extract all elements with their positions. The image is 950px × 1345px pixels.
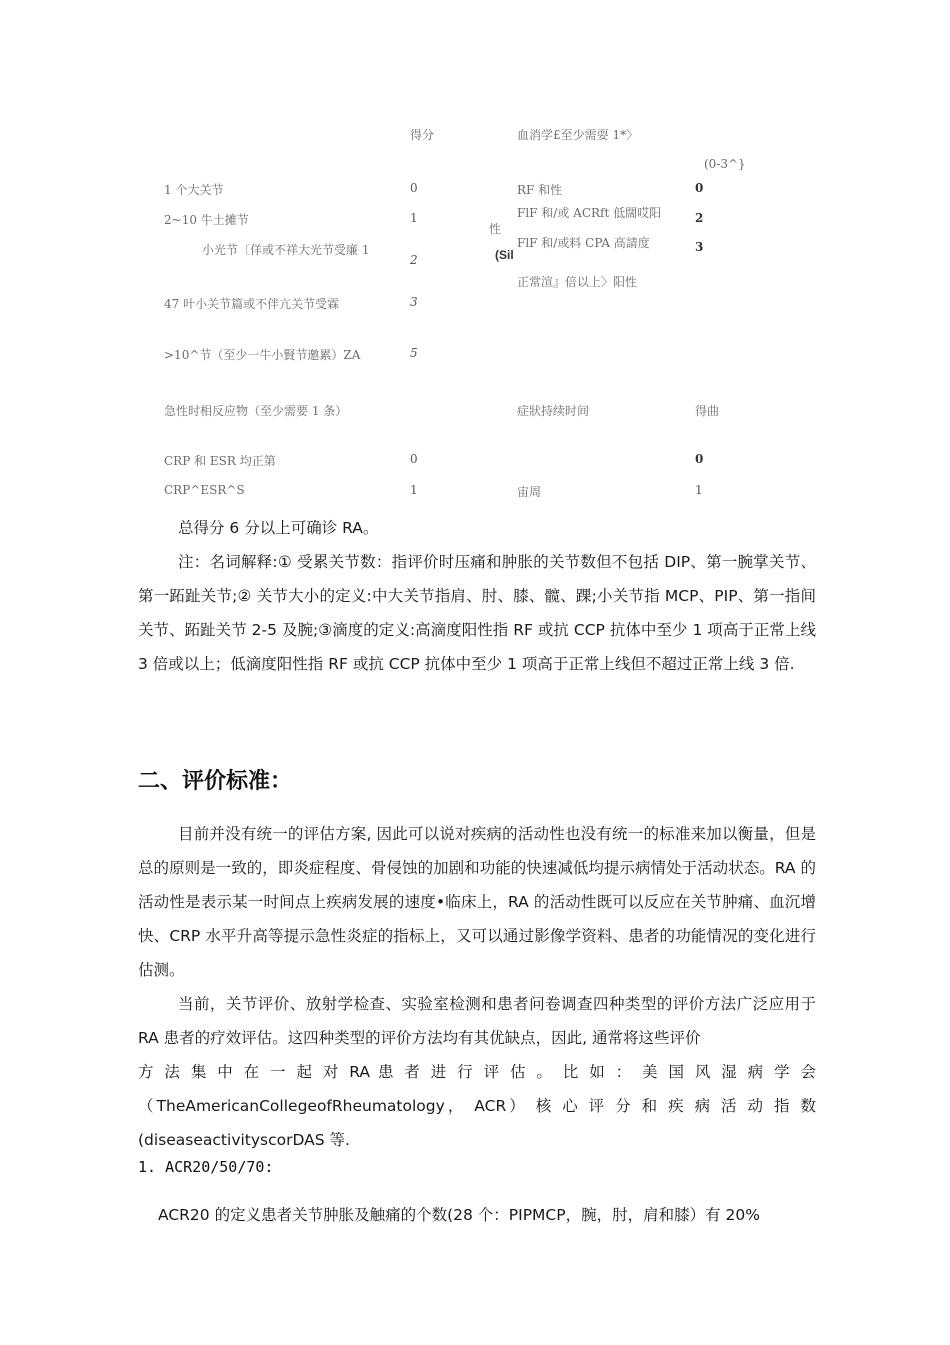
serology-row-label: FlF 和/或 ACRft 低闊哎阳 — [517, 206, 662, 220]
paragraph-activity: 目前并没有统一的评估方案, 因此可以说对疾病的活动性也没有统一的标准来加以衡量，但是总的原则是一致的，即炎症程度、骨侵蚀的加剧和功能的快速减低均提示病情处于活动状态。RA 的活动性是表示某一时间点上疾病发展的速度•临床上，RA 的活动性既可以反应在关节肿痛、血沉增快、CRP 水平升高等提示急性炎症的指标上，又可以通过影像学资料、患者的功能情况的变化进行估测。 — [138, 825, 816, 979]
acute-row-label: CRP 和 ESR 均正第 — [164, 454, 276, 468]
evaluation-block — [138, 817, 816, 1157]
joint-row-score: 3 — [410, 295, 418, 309]
serology-row-label: FlF 和/或料 CPA 高請度 — [517, 236, 650, 250]
serology-row-label: 正常渲』倍以上〉阳性 — [517, 275, 638, 289]
side-char: 性 — [489, 222, 502, 236]
acute-row-label: CRP^ESR^S — [164, 483, 245, 497]
table-header-score: 得分 — [410, 128, 435, 142]
serology-row-score: 2 — [695, 211, 704, 225]
duration-row-label: 宙周 — [517, 485, 542, 499]
joint-row-label: 小光节〔佯或不祥大光节受廉 1 — [202, 243, 370, 257]
note-paragraph: 注：名词解释:① 受累关节数：指评价时压痛和肿胀的关节数但不包括 DIP、第一腕掌关节、第一跖趾关节;② 关节大小的定义:中大关节指肩、肘、膝、髋、踝;小关节指 MCP、PIP、第一指间关节、跖趾关节 2-5 及腕;③滴度的定义:高滴度阳性指 RF 或抗 CCP 抗体中至少 1 项高于正常上线 3 倍或以上；低滴度阳性指 RF 或抗 CCP 抗体中至少 1 项高于正常上线但不超过正常上线 3 倍. — [138, 553, 816, 673]
joint-row-label: 2~10 牛土摊节 — [164, 213, 249, 227]
serology-row-score: 3 — [695, 240, 704, 254]
notes-block — [138, 511, 816, 681]
duration-header: 症狀持续时间 — [517, 404, 590, 418]
serology-row-score: 0 — [695, 181, 704, 195]
joint-row-score: 2 — [410, 253, 418, 267]
duration-row-score: 0 — [695, 452, 704, 466]
side-sil: (Sil — [495, 248, 514, 262]
acute-row-score: 0 — [410, 452, 418, 466]
acute-row-score: 1 — [410, 483, 418, 497]
acute-header: 急性时相反应物（至少需要 1 条） — [164, 404, 348, 418]
joint-row-label: >10^节（至少一牛小賢节邀累）ZA — [164, 348, 361, 362]
joint-row-label: 47 叶小关节篇或不伴亢关节受霖 — [164, 297, 340, 311]
joint-row-label: 1 个大关节 — [164, 183, 224, 197]
joint-row-score: 5 — [410, 346, 418, 360]
paragraph-methods-line: （TheAmericanCollegeofRheumatology， ACR） 核 心 评 分 和 疾 病 活 动 指 数 — [138, 1097, 816, 1115]
subheading-acr: 1. ACR20/50/70: — [138, 1158, 274, 1176]
section-title: 二、评价标准： — [138, 769, 293, 794]
paragraph-methods-line: 方 法 集 中 在 一 起 对 RA 患 者 进 行 评 估 。 比 如 ： 美 国 风 湿 病 学 会 — [138, 1063, 817, 1081]
paragraph-methods-line: (diseaseactivityscorDAS 等. — [138, 1131, 350, 1149]
duration-score-header: 得曲 — [695, 404, 720, 418]
total-score-line: 总得分 6 分以上可确诊 RA。 — [178, 519, 379, 537]
serology-row-label: RF 和性 — [517, 183, 563, 197]
joint-row-score: 0 — [410, 181, 418, 195]
paragraph-methods: 当前，关节评价、放射学检查、实验室检测和患者问卷调查四种类型的评价方法广泛应用于 RA 患者的疗效评估。这四种类型的评价方法均有其优缺点，因此, 通常将这些评价 — [138, 995, 816, 1047]
joint-row-score: 1 — [410, 211, 418, 225]
acr-definition-line: ACR20 的定义患者关节肿胀及触痛的个数(28 个：PIPMCP，腕，肘，肩和膝）有 20% — [158, 1206, 760, 1224]
duration-row-score: 1 — [695, 483, 703, 497]
table-header-serology: 血消学£至少需耍 1*〉 — [517, 128, 639, 142]
table-range-label: (0-3^} — [704, 157, 746, 171]
